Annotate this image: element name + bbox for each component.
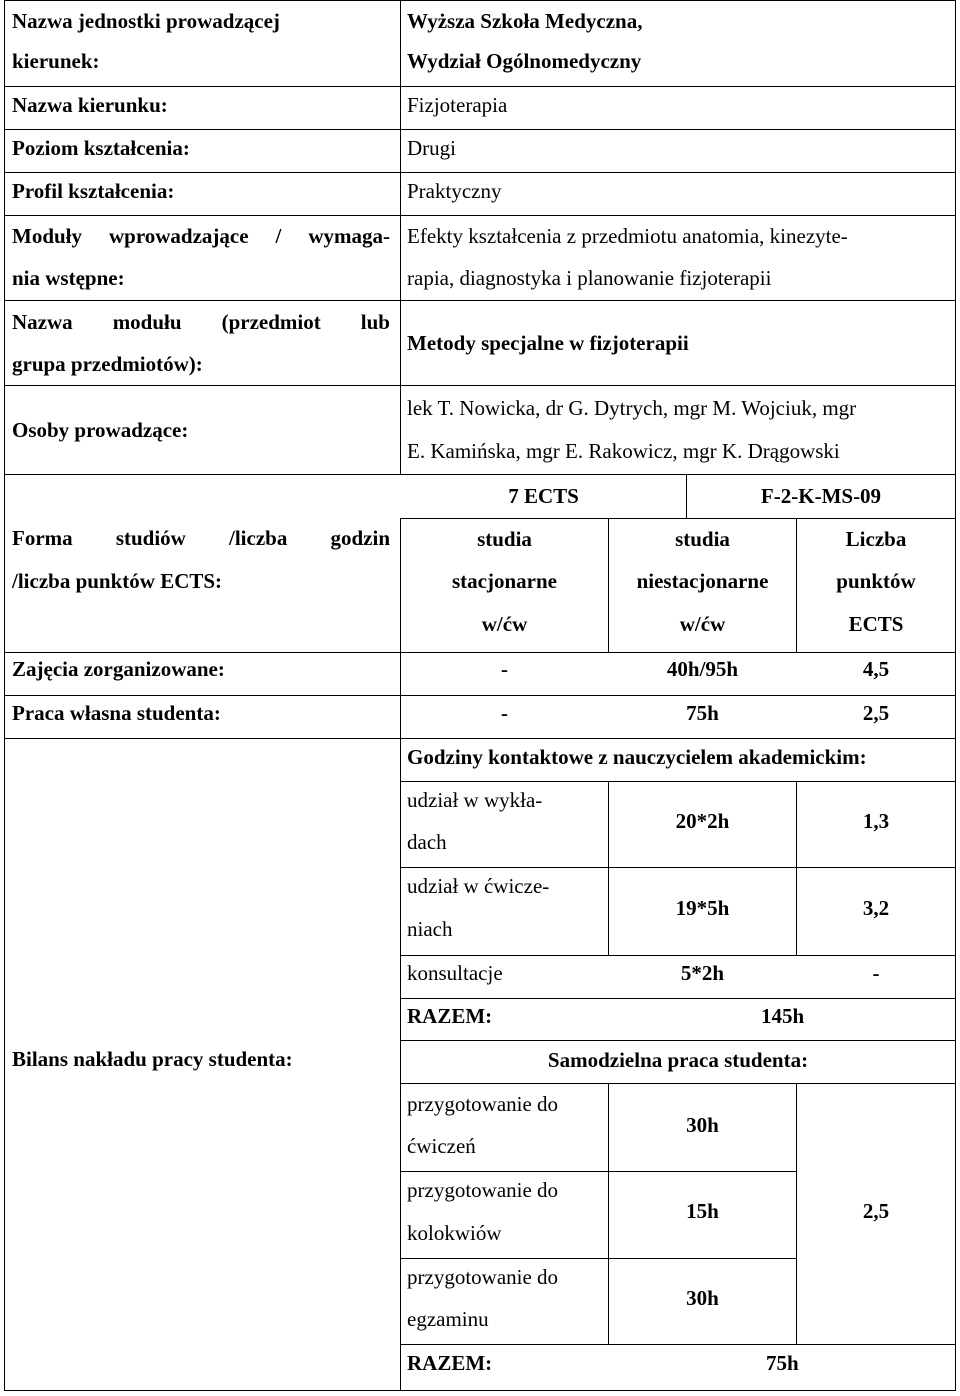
contact-hours-header: Godziny kontaktowe z nauczycielem akademickim: [407, 745, 867, 769]
self-total-label: RAZEM: [407, 1351, 493, 1375]
teachers-value-line2: E. Kamińska, mgr E. Rakowicz, mgr K. Drągowski [407, 439, 840, 463]
form-label-word2: studiów [115, 526, 186, 550]
contact-total-label: RAZEM: [407, 1004, 493, 1028]
module-value: Metody specjalne w fizjoterapii [407, 331, 689, 355]
prep-exercises-label-line1: przygotowanie do [407, 1092, 559, 1116]
prereq-label-line2: nia wstępne: [12, 266, 125, 290]
col-ects-line2: punktów [836, 569, 916, 593]
prep-exam-label-line1: przygotowanie do [407, 1265, 559, 1289]
module-label-word4: lub [360, 310, 390, 334]
prep-exercises-hours: 30h [686, 1113, 719, 1137]
col-nonstationary-line1: studia [675, 527, 730, 551]
teachers-value-line1: lek T. Nowicka, dr G. Dytrych, mgr M. Wojciuk, mgr [407, 396, 857, 420]
col-stationary-line2: stacjonarne [452, 569, 557, 593]
organized-stationary: - [501, 657, 508, 681]
field-value: Fizjoterapia [407, 93, 508, 117]
col-nonstationary-line2: niestacjonarne [636, 569, 769, 593]
own-work-label: Praca własna studenta: [12, 701, 221, 725]
own-work-nonstationary: 75h [686, 701, 719, 725]
contact-total-hours: 145h [761, 1004, 805, 1028]
module-label-word2: modułu [112, 310, 182, 334]
self-work-ects: 2,5 [862, 1199, 890, 1223]
field-label: Nazwa kierunku: [12, 93, 168, 117]
level-value: Drugi [407, 136, 456, 160]
module-label-line1 [12, 301, 390, 343]
consultations-ects: - [872, 961, 880, 985]
prep-exam-hours: 30h [686, 1286, 719, 1310]
prep-colloquia-hours: 15h [686, 1199, 719, 1223]
consultations-label: konsultacje [407, 961, 503, 985]
col-stationary-line1: studia [477, 527, 532, 551]
form-label-word1: Forma [12, 526, 73, 550]
col-stationary-line3: w/ćw [481, 612, 528, 636]
organized-label: Zajęcia zorganizowane: [12, 657, 225, 681]
module-label-word1: Nazwa [12, 310, 73, 334]
unit-value-line1: Wyższa Szkoła Medyczna, [407, 9, 643, 33]
prep-colloquia-label-line1: przygotowanie do [407, 1178, 559, 1202]
prereq-label-word1: Moduły [12, 224, 83, 248]
form-label-line2: /liczba punktów ECTS: [12, 569, 223, 593]
unit-label-line2: kierunek: [12, 49, 100, 73]
organized-ects: 4,5 [862, 657, 890, 681]
own-work-stationary: - [501, 701, 508, 725]
col-ects-line1: Liczba [845, 527, 907, 551]
prep-exam-label-line2: egzaminu [407, 1307, 489, 1331]
col-nonstationary-line3: w/ćw [679, 612, 726, 636]
organized-nonstationary: 40h/95h [666, 657, 739, 681]
exercises-hours: 19*5h [675, 896, 730, 920]
lectures-label-line2: dach [407, 830, 447, 854]
exercises-label-line2: niach [407, 917, 453, 941]
level-label: Poziom kształcenia: [12, 136, 190, 160]
prereq-label-word2: wprowadzające [108, 224, 249, 248]
lectures-ects: 1,3 [862, 809, 890, 833]
exercises-ects: 3,2 [862, 896, 890, 920]
module-label-line2: grupa przedmiotów): [12, 352, 203, 376]
lectures-hours: 20*2h [675, 809, 730, 833]
prereq-value-line1: Efekty kształcenia z przedmiotu anatomia, kinezyte- [407, 224, 848, 248]
prereq-label-word3: / [275, 224, 282, 248]
balance-label: Bilans nakładu pracy studenta: [12, 1047, 293, 1071]
col-ects-line3: ECTS [848, 612, 904, 636]
exercises-label-line1: udział w ćwicze- [407, 874, 550, 898]
lectures-label-line1: udział w wykła- [407, 788, 543, 812]
profile-label: Profil kształcenia: [12, 179, 175, 203]
course-card-table [4, 0, 956, 1391]
self-work-header: Samodzielna praca studenta: [547, 1048, 809, 1072]
profile-value: Praktyczny [407, 179, 502, 203]
teachers-label: Osoby prowadzące: [12, 418, 189, 442]
own-work-ects: 2,5 [862, 701, 890, 725]
unit-label-line1: Nazwa jednostki prowadzącej [12, 9, 280, 33]
prep-exercises-label-line2: ćwiczeń [407, 1134, 476, 1158]
form-label-line1 [12, 517, 390, 559]
module-label-word3: (przedmiot [221, 310, 321, 334]
module-code: F-2-K-MS-09 [760, 484, 882, 508]
form-label-word3: /liczba [229, 526, 288, 550]
prep-colloquia-label-line2: kolokwiów [407, 1221, 502, 1245]
form-label-word4: godzin [330, 526, 390, 550]
prereq-label-line1 [12, 215, 390, 257]
prereq-label-word4: wymaga- [308, 224, 390, 248]
unit-value-line2: Wydział Ogólnomedyczny [407, 49, 642, 73]
prereq-value-line2: rapia, diagnostyka i planowanie fizjoterapii [407, 266, 772, 290]
ects-total: 7 ECTS [508, 484, 579, 508]
self-total-hours: 75h [766, 1351, 799, 1375]
consultations-hours: 5*2h [680, 961, 725, 985]
